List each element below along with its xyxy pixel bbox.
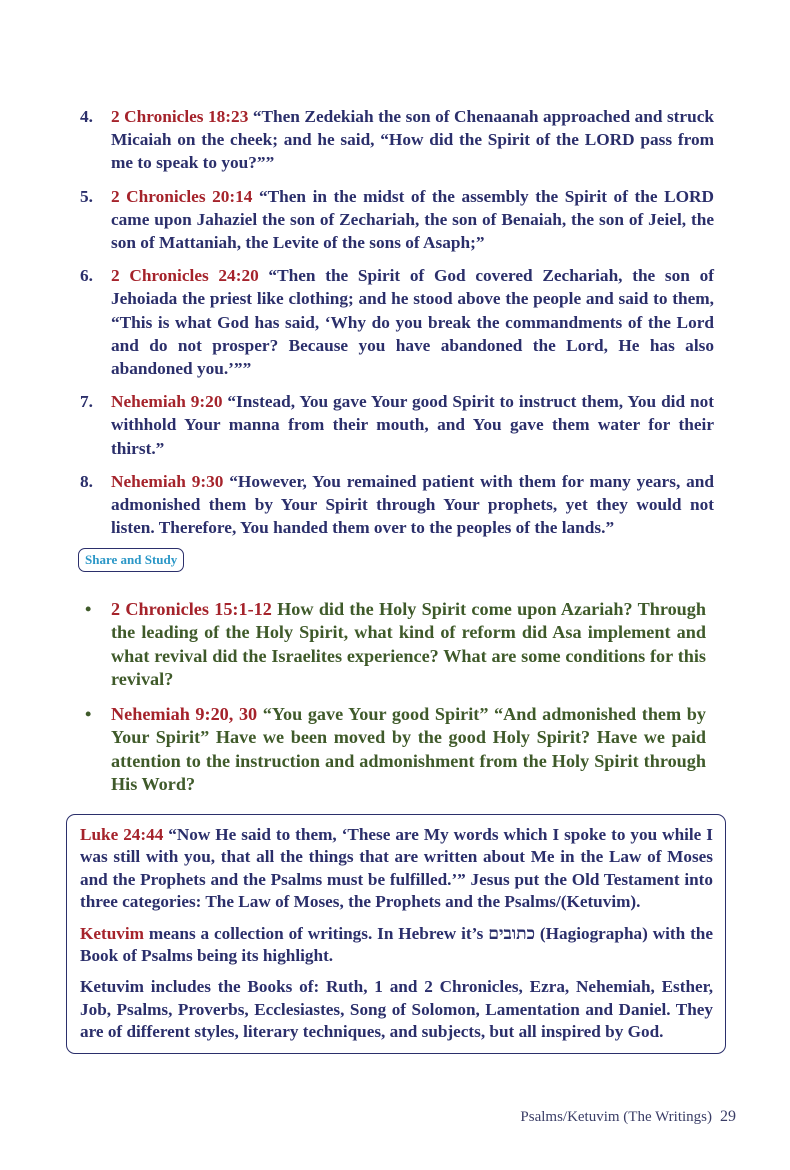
running-title: Psalms/Ketuvim (The Writings): [520, 1109, 712, 1125]
question-text: “You gave Your good Spirit” “And admonished them by Your Spirit” Have we been moved by the good Holy Spirit? Have we paid attention to the instruction and admonishment from the Holy Spirit through His Word?: [111, 704, 706, 795]
verse-item: [80, 185, 714, 255]
question-reference: 2 Chronicles 15:1-12: [111, 599, 272, 619]
verse-reference: 2 Chronicles 20:14: [111, 186, 253, 206]
verse-number: 5.: [80, 186, 93, 206]
study-question-list: [80, 598, 706, 808]
info-paragraph-ketuvim-meaning: [80, 923, 713, 968]
verse-item: [80, 470, 714, 540]
ketuvim-term: Ketuvim: [80, 923, 144, 943]
verse-text: “Then in the midst of the assembly the Spirit of the LORD came upon Jahaziel the son of Zechariah, the son of Benaiah, the son of Jeiel, the son of Mattaniah, the Levite of the sons of Asaph;”: [111, 186, 714, 253]
info-text: means a collection of writings. In Hebrew it’s: [143, 923, 489, 943]
verse-reference: 2 Chronicles 18:23: [111, 107, 249, 126]
info-text: Ketuvim includes the Books of: Ruth, 1 and 2 Chronicles, Ezra, Nehemiah, Esther, Job, Psalms, Proverbs, Ecclesiastes, Song of Solomon, Lamentation and Daniel. They are of different styles, literary techniques, and subjects, but all inspired by God.: [80, 977, 713, 1042]
verse-item: [80, 105, 714, 175]
study-question-item: [80, 703, 706, 796]
verse-text: “Instead, You gave Your good Spirit to instruct them, You did not withhold Your manna from their mouth, and You gave them water for their thirst.”: [111, 392, 714, 458]
verse-text: “Then the Spirit of God covered Zechariah, the son of Jehoiada the priest like clothing; and he stood above the people and said to them, “This is what God has said, ‘Why do you break the commandments of the Lord and do not prosper? Because you have abandoned the Lord, He has also abandoned you.’””: [111, 266, 715, 379]
verse-number: 8.: [80, 471, 93, 491]
page-number: 29: [720, 1108, 736, 1125]
question-reference: Nehemiah 9:20, 30: [111, 704, 258, 725]
verse-number: 7.: [80, 392, 93, 412]
info-paragraph-luke: [80, 824, 713, 914]
verse-item: [80, 264, 714, 380]
verse-reference: Nehemiah 9:20: [111, 392, 223, 412]
bullet-icon: •: [85, 599, 92, 619]
verse-list: [80, 105, 714, 549]
question-text: How did the Holy Spirit come upon Azariah? Through the leading of the Holy Spirit, what kind of reform did Asa implement and what revival did the Israelites experience? What are some conditions for this revival?: [111, 599, 706, 689]
info-text: (Hagiographa) with the Book of Psalms being its highlight.: [80, 923, 713, 966]
page-footer: [520, 1108, 736, 1126]
study-question-item: [80, 598, 706, 691]
verse-number: 4.: [80, 107, 93, 126]
verse-number: 6.: [80, 266, 93, 286]
verse-text: “However, You remained patient with them for many years, and admonished them by Your Spirit through Your prophets, yet they would not listen. Therefore, You handed them over to the peoples of the lands.”: [111, 471, 714, 538]
bullet-icon: •: [85, 704, 92, 725]
ketuvim-info-box: [66, 814, 726, 1054]
info-text: “Now He said to them, ‘These are My words which I spoke to you while I was still with you, that all the things that are written about Me in the Law of Moses and the Prophets and the Psalms must be fulfilled.’” Jesus put the Old Testament into three categories: The Law of Moses, the Prophets and the Psalms/(Ketuvim).: [80, 825, 713, 912]
share-and-study-badge: Share and Study: [78, 548, 184, 572]
verse-text: “Then Zedekiah the son of Chenaanah approached and struck Micaiah on the cheek; and he said, “How did the Spirit of the LORD pass from me to speak to you?””: [111, 107, 714, 173]
verse-reference: 2 Chronicles 24:20: [111, 266, 259, 286]
info-paragraph-ketuvim-books: [80, 976, 713, 1043]
hebrew-word: כתובים: [488, 923, 536, 943]
verse-item: [80, 390, 714, 460]
verse-reference: Nehemiah 9:30: [111, 471, 224, 491]
info-reference: Luke 24:44: [80, 825, 164, 844]
